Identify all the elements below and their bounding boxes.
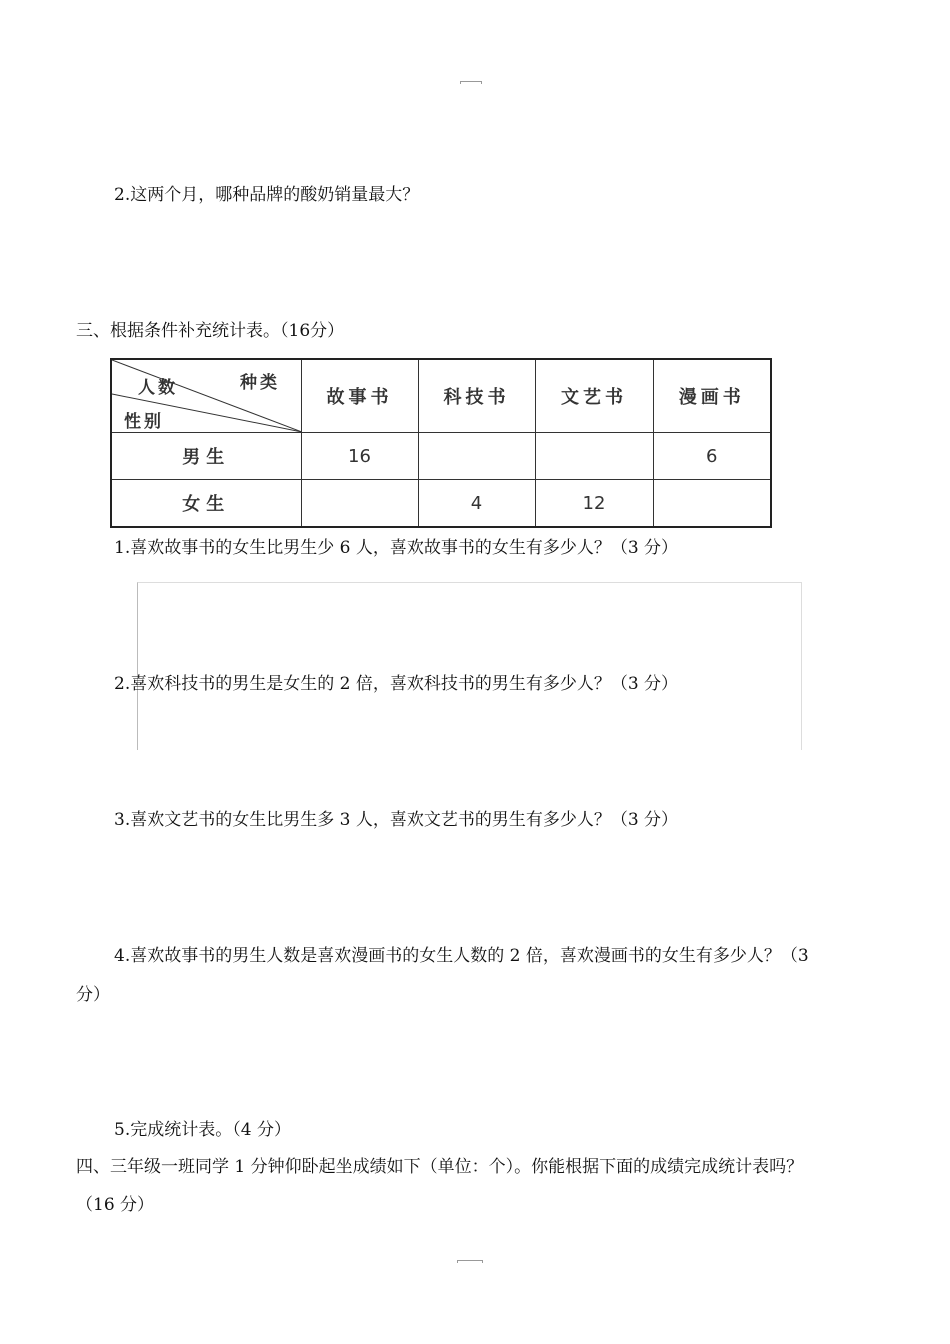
row-label: 女生 (111, 480, 301, 528)
corner-label-count: 人数 (138, 378, 178, 398)
table-cell: 16 (301, 433, 418, 480)
table-cell (653, 480, 771, 528)
corner-label-gender: 性别 (124, 412, 164, 432)
column-header: 漫画书 (653, 359, 771, 433)
section-4-title-line-2: （16 分） (76, 1195, 155, 1215)
question-2-previous: 2.这两个月，哪种品牌的酸奶销量最大？ (114, 185, 420, 205)
section-4-title-line-1: 四、三年级一班同学 1 分钟仰卧起坐成绩如下（单位：个）。你能根据下面的成绩完成统计表吗？ (76, 1157, 804, 1177)
row-label: 男生 (111, 433, 301, 480)
table-corner-cell (111, 359, 301, 433)
table-row (111, 480, 771, 528)
question-3-1: 1.喜欢故事书的女生比男生少 6 人，喜欢故事书的女生有多少人？（3 分） (114, 538, 679, 558)
section-3-title: 三、根据条件补充统计表。（16分） (76, 321, 345, 341)
table-cell: 6 (653, 433, 771, 480)
table-cell: 4 (418, 480, 535, 528)
table-header-row (111, 359, 771, 433)
question-3-4-line-2: 分） (76, 985, 110, 1005)
table-cell: 12 (535, 480, 653, 528)
corner-label-category: 种类 (240, 373, 280, 393)
column-header: 故事书 (301, 359, 418, 433)
question-3-2: 2.喜欢科技书的男生是女生的 2 倍，喜欢科技书的男生有多少人？（3 分） (114, 674, 679, 694)
table-cell (301, 480, 418, 528)
table-cell (535, 433, 653, 480)
page-bottom-mark (457, 1260, 483, 1263)
question-3-5: 5.完成统计表。（4 分） (114, 1120, 291, 1140)
statistics-table (110, 358, 770, 524)
question-3-4-line-1: 4.喜欢故事书的男生人数是喜欢漫画书的女生人数的 2 倍，喜欢漫画书的女生有多少人？（3 (114, 946, 809, 966)
answer-frame (137, 582, 802, 750)
table-row (111, 433, 771, 480)
page-top-mark (460, 81, 482, 84)
column-header: 文艺书 (535, 359, 653, 433)
table-cell (418, 433, 535, 480)
question-3-3: 3.喜欢文艺书的女生比男生多 3 人，喜欢文艺书的男生有多少人？（3 分） (114, 810, 679, 830)
column-header: 科技书 (418, 359, 535, 433)
